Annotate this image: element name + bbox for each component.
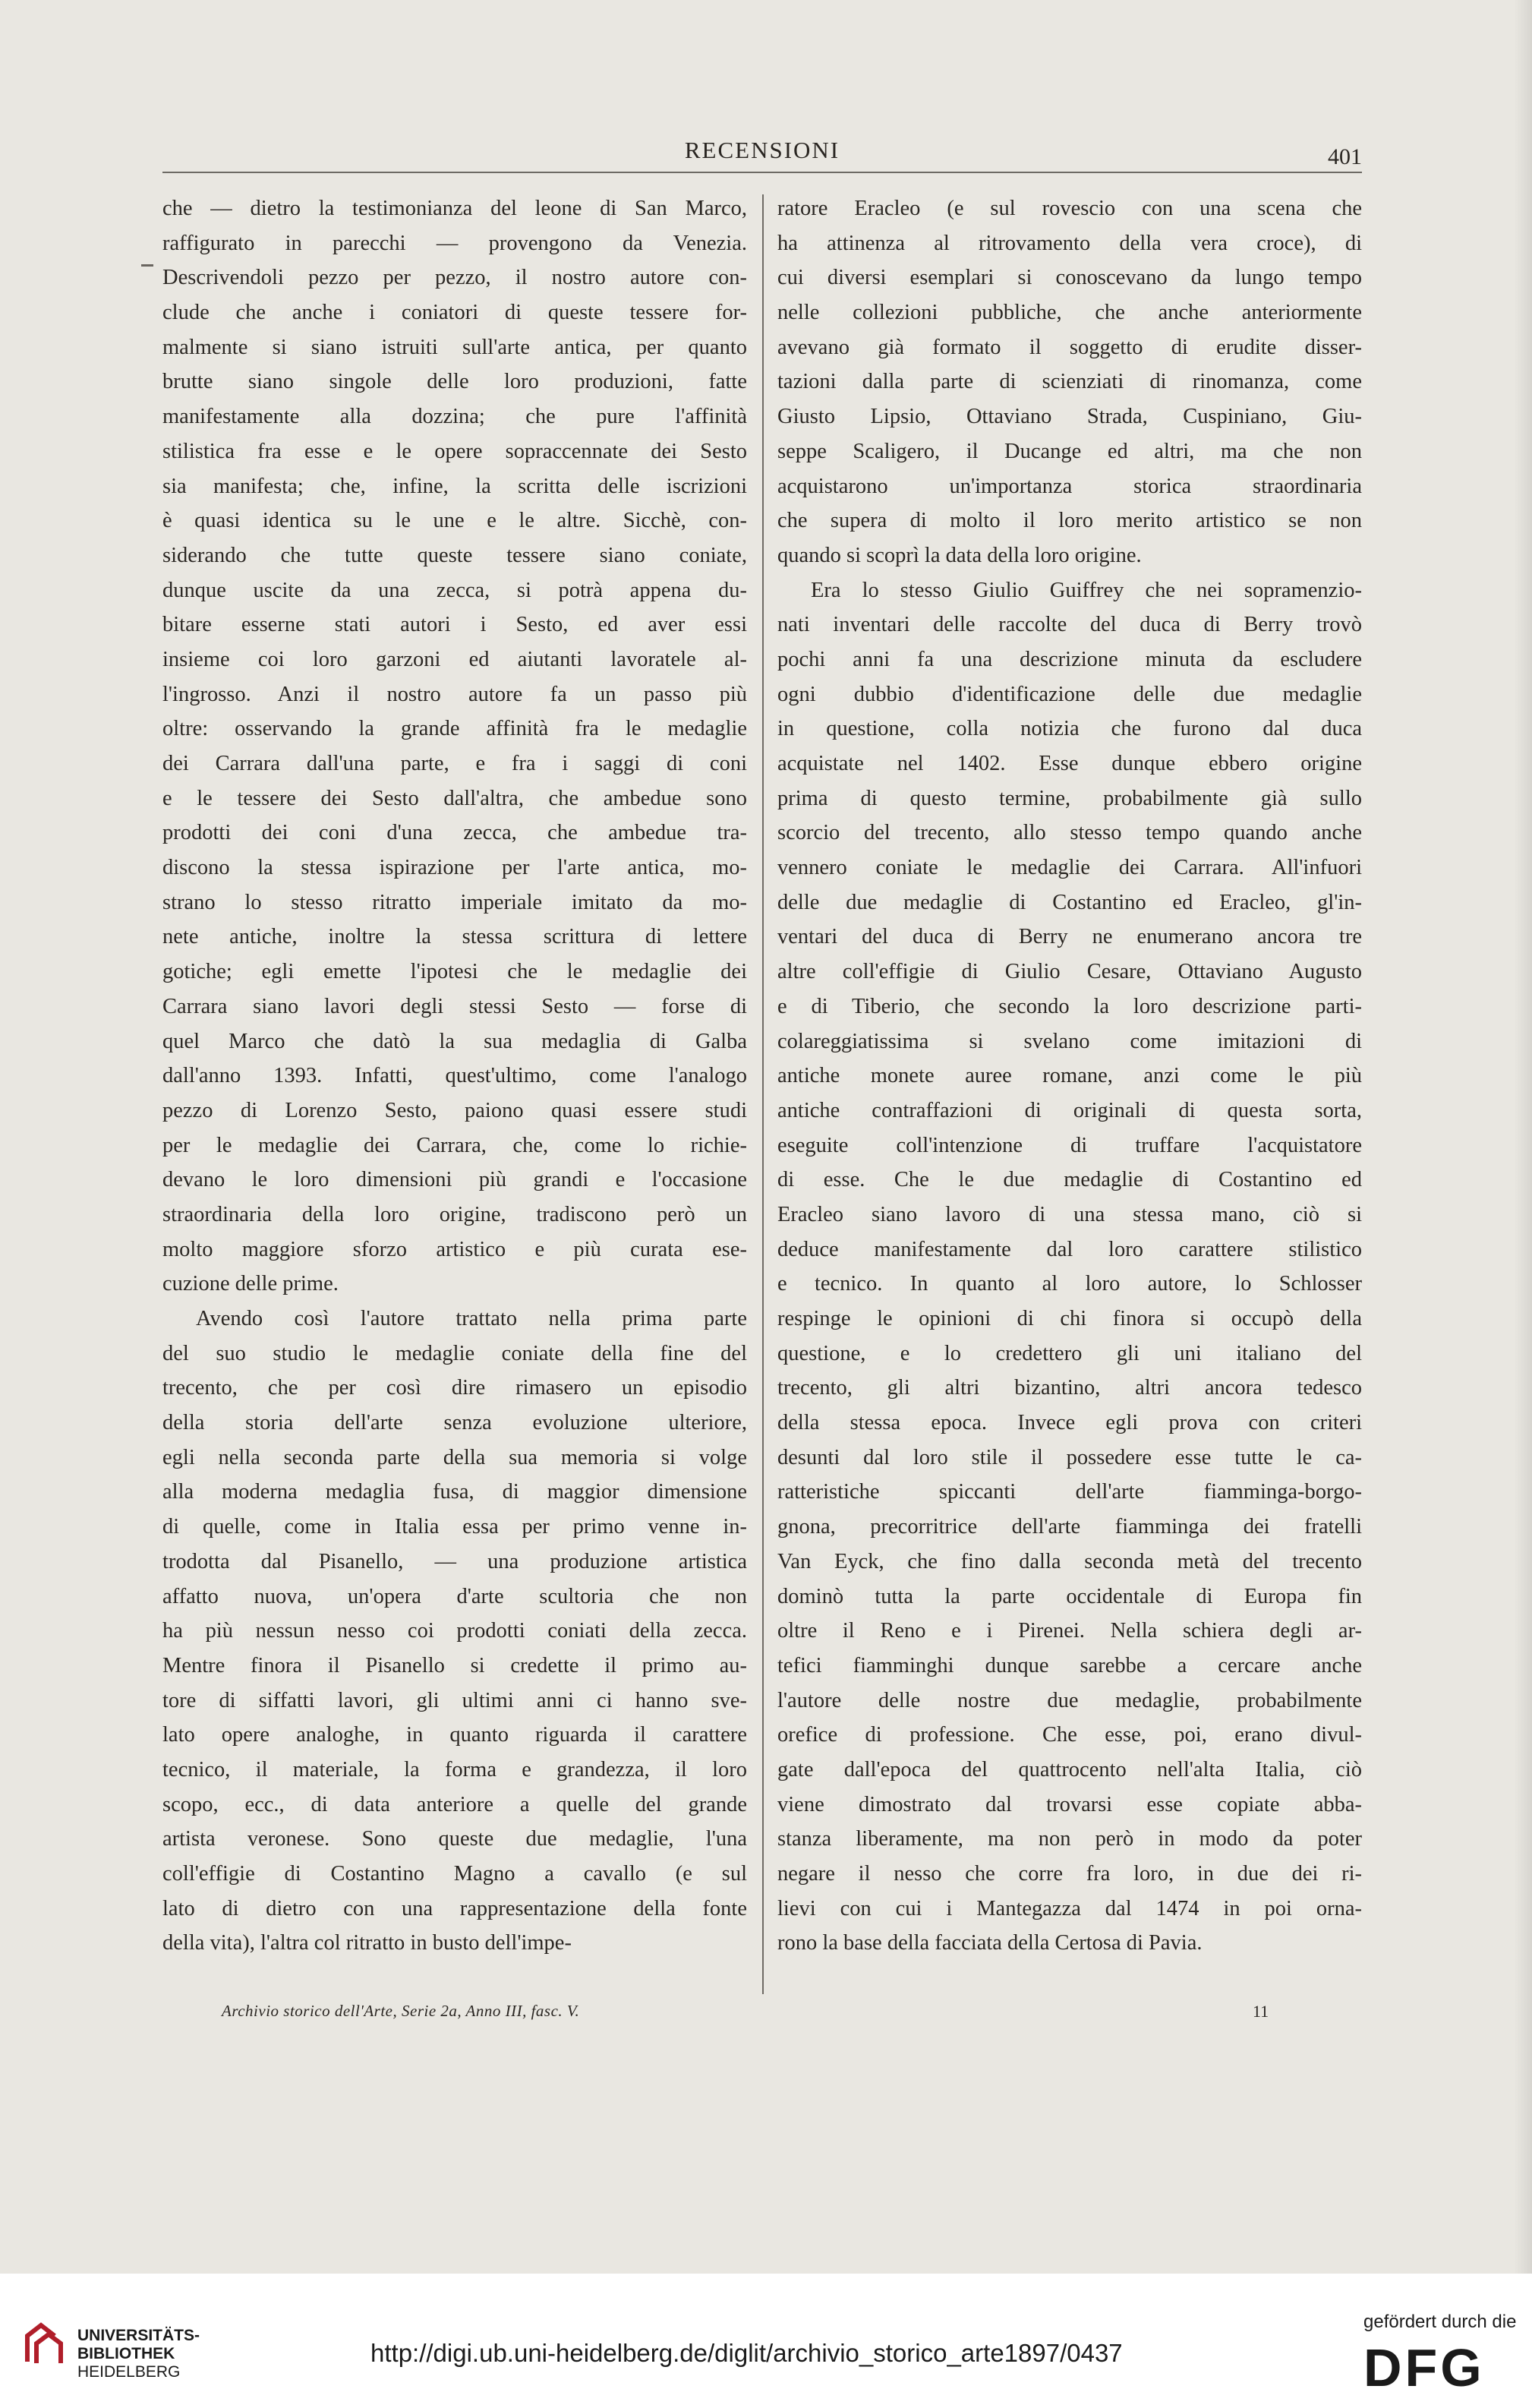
- text-line: Descrivendoli pezzo per pezzo, il nostro autore con-: [162, 266, 747, 290]
- text-line: dei Carrara dall'una parte, e fra i saggi di coni: [162, 752, 747, 775]
- text-line: negare il nesso che corre fra loro, in due dei ri-: [777, 1862, 1362, 1886]
- text-line: devano le loro dimensioni più grandi e l'occasione: [162, 1168, 747, 1192]
- text-line: e le tessere dei Sesto dall'altra, che ambedue sono: [162, 786, 747, 810]
- text-line: antiche contraffazioni di originali di questa sorta,: [777, 1098, 1362, 1122]
- text-line: colareggiatissima si svelano come imitazioni di: [777, 1029, 1362, 1053]
- text-line: è quasi identica su le une e le altre. Sicchè, con-: [162, 509, 747, 533]
- text-line: pochi anni fa una descrizione minuta da escludere: [777, 647, 1362, 671]
- text-line: ventari del duca di Berry ne enumerano ancora tre: [777, 925, 1362, 949]
- text-line: lato opere analoghe, in quanto riguarda il carattere: [162, 1723, 747, 1747]
- text-line: lato di dietro con una rappresentazione della fonte: [162, 1896, 747, 1920]
- text-line: respinge le opinioni di chi finora si occupò della: [777, 1307, 1362, 1330]
- text-line: trodotta dal Pisanello, — una produzione artistica: [162, 1549, 747, 1573]
- text-line: siderando che tutte queste tessere siano coniate,: [162, 543, 747, 567]
- text-line: in questione, colla notizia che furono dal duca: [777, 717, 1362, 741]
- text-line: stanza liberamente, ma non però in modo da poter: [777, 1827, 1362, 1851]
- text-line: vennero coniate le medaglie dei Carrara. All'infuori: [777, 856, 1362, 880]
- text-line: della vita), l'altra col ritratto in busto dell'impe-: [162, 1931, 572, 1955]
- text-line: raffigurato in parecchi — provengono da Venezia.: [162, 231, 747, 255]
- text-line: brutte siano singole delle loro produzioni, fatte: [162, 370, 747, 394]
- text-line: delle due medaglie di Costantino ed Eracleo, gl'in-: [777, 890, 1362, 914]
- text-line: Avendo così l'autore trattato nella prima parte: [196, 1307, 747, 1330]
- text-line: ratteristiche spiccanti dell'arte fiamminga-borgo-: [777, 1480, 1362, 1504]
- text-line: tefici fiamminghi dunque sarebbe a cercare anche: [777, 1653, 1362, 1677]
- text-line: clude che anche i coniatori di queste tessere for-: [162, 301, 747, 325]
- text-line: acquistarono un'importanza storica straordinaria: [777, 474, 1362, 498]
- text-line: straordinaria della loro origine, tradiscono però un: [162, 1202, 747, 1226]
- text-line: bitare esserne stati autori i Sesto, ed aver essi: [162, 613, 747, 637]
- text-line: stilistica fra esse e le opere sopraccennate dei Sesto: [162, 439, 747, 463]
- text-line: cui diversi esemplari si conoscevano da lungo tempo: [777, 266, 1362, 290]
- text-line: molto maggiore sforzo artistico e più curata ese-: [162, 1237, 747, 1261]
- signature-mark: 11: [1253, 2002, 1269, 2021]
- text-line: ogni dubbio d'identificazione delle due medaglie: [777, 682, 1362, 706]
- text-line: deduce manifestamente dal loro carattere stilistico: [777, 1237, 1362, 1261]
- text-line: Van Eyck, che fino dalla seconda metà del trecento: [777, 1549, 1362, 1573]
- text-line: questione, e lo credettero gli uni italiano del: [777, 1341, 1362, 1365]
- text-line: dominò tutta la parte occidentale di Europa fin: [777, 1584, 1362, 1608]
- text-line: della stessa epoca. Invece egli prova con criteri: [777, 1411, 1362, 1435]
- text-line: seppe Scaligero, il Ducange ed altri, ma che non: [777, 439, 1362, 463]
- text-line: manifestamente alla dozzina; che pure l'affinità: [162, 405, 747, 429]
- journal-citation: Archivio storico dell'Arte, Serie 2a, Anno III, fasc. V.: [222, 2002, 580, 2020]
- text-line: scorcio del trecento, allo stesso tempo quando anche: [777, 821, 1362, 845]
- left-text-column: [162, 191, 747, 1961]
- text-line: e tecnico. In quanto al loro autore, lo Schlosser: [777, 1272, 1362, 1296]
- text-line: avevano già formato il soggetto di erudite disser-: [777, 335, 1362, 359]
- text-line: del suo studio le medaglie coniate della fine del: [162, 1341, 747, 1365]
- text-line: gnona, precorritrice dell'arte fiamminga dei fratelli: [777, 1515, 1362, 1539]
- library-logo-icon: [20, 2319, 67, 2368]
- text-line: quel Marco che datò la sua medaglia di Galba: [162, 1029, 747, 1053]
- funded-by-label: gefördert durch die: [1363, 2312, 1517, 2332]
- text-line: prodotti dei coni d'una zecca, che ambedue tra-: [162, 821, 747, 845]
- right-text-column: [777, 191, 1362, 1961]
- text-line: che supera di molto il loro merito artistico se non: [777, 509, 1362, 533]
- dfg-logo-icon: [1363, 2342, 1512, 2391]
- text-line: dunque uscite da una zecca, si potrà appena du-: [162, 578, 747, 602]
- text-line: strano lo stesso ritratto imperiale imitato da mo-: [162, 890, 747, 914]
- text-line: prima di questo termine, probabilmente già sullo: [777, 786, 1362, 810]
- text-line: rono la base della facciata della Certosa di Pavia.: [777, 1931, 1203, 1955]
- text-line: nati inventari delle raccolte del duca di Berry trovò: [777, 613, 1362, 637]
- text-line: oltre il Reno e i Pirenei. Nella schiera degli ar-: [777, 1619, 1362, 1643]
- text-line: ratore Eracleo (e sul rovescio con una scena che: [777, 197, 1362, 220]
- text-line: malmente si siano istruiti sull'arte antica, per quanto: [162, 335, 747, 359]
- library-name-line1: UNIVERSITÄTS-: [77, 2327, 200, 2344]
- text-line: di quelle, come in Italia essa per primo venne in-: [162, 1515, 747, 1539]
- text-line: per le medaglie dei Carrara, che, come lo richie-: [162, 1133, 747, 1157]
- text-line: Eracleo siano lavoro di una stessa mano, ciò si: [777, 1202, 1362, 1226]
- text-line: Carrara siano lavori degli stessi Sesto — forse di: [162, 994, 747, 1018]
- text-line: dall'anno 1393. Infatti, quest'ultimo, come l'analogo: [162, 1064, 747, 1088]
- margin-mark: [141, 264, 153, 267]
- text-line: coll'effigie di Costantino Magno a cavallo (e sul: [162, 1862, 747, 1886]
- text-line: nete antiche, inoltre la stessa scrittura di lettere: [162, 925, 747, 949]
- text-line: che — dietro la testimonianza del leone di San Marco,: [162, 197, 747, 220]
- text-line: discono la stessa ispirazione per l'arte antica, mo-: [162, 856, 747, 880]
- dfg-logo-text: DFG: [1363, 2342, 1485, 2391]
- text-line: egli nella seconda parte della sua memoria si volge: [162, 1445, 747, 1469]
- running-title: RECENSIONI: [684, 137, 840, 163]
- permalink-url[interactable]: http://digi.ub.uni-heidelberg.de/diglit/archivio_storico_arte1897/0437: [370, 2339, 1123, 2367]
- column-divider: [762, 194, 764, 1994]
- text-line: affatto nuova, un'opera d'arte scultoria che non: [162, 1584, 747, 1608]
- text-line: ha più nessun nesso coi prodotti coniati della zecca.: [162, 1619, 747, 1643]
- text-line: tecnico, il materiale, la forma e grandezza, il loro: [162, 1757, 747, 1782]
- text-line: della storia dell'arte senza evoluzione ulteriore,: [162, 1411, 747, 1435]
- text-line: gotiche; egli emette l'ipotesi che le medaglie dei: [162, 960, 747, 984]
- text-line: Mentre finora il Pisanello si credette il primo au-: [162, 1653, 747, 1677]
- text-line: desunti dal loro stile il possedere esse tutte le ca-: [777, 1445, 1362, 1469]
- text-line: artista veronese. Sono queste due medaglie, l'una: [162, 1827, 747, 1851]
- text-line: altre coll'effigie di Giulio Cesare, Ottaviano Augusto: [777, 960, 1362, 984]
- library-name-line3: HEIDELBERG: [77, 2363, 181, 2381]
- text-line: di esse. Che le due medaglie di Costantino ed: [777, 1168, 1362, 1192]
- text-line: gate dall'epoca del quattrocento nell'alta Italia, ciò: [777, 1757, 1362, 1782]
- text-line: oltre: osservando la grande affinità fra le medaglie: [162, 717, 747, 741]
- text-line: orefice di professione. Che esse, poi, erano divul-: [777, 1723, 1362, 1747]
- digitization-footer: [0, 2274, 1532, 2408]
- text-line: tore di siffatti lavori, gli ultimi anni ci hanno sve-: [162, 1688, 747, 1712]
- text-line: alla moderna medaglia fusa, di maggior dimensione: [162, 1480, 747, 1504]
- text-line: l'ingrosso. Anzi il nostro autore fa un passo più: [162, 682, 747, 706]
- text-line: Era lo stesso Giulio Guiffrey che nei sopramenzio-: [811, 578, 1362, 602]
- text-line: sia manifesta; che, infine, la scritta delle iscrizioni: [162, 474, 747, 498]
- text-line: ha attinenza al ritrovamento della vera croce), di: [777, 231, 1362, 255]
- text-line: Giusto Lipsio, Ottaviano Strada, Cuspiniano, Giu-: [777, 405, 1362, 429]
- running-header: [162, 134, 1362, 173]
- text-line: cuzione delle prime.: [162, 1272, 339, 1296]
- text-line: pezzo di Lorenzo Sesto, paiono quasi essere studi: [162, 1098, 747, 1122]
- page-number: 401: [1328, 144, 1362, 169]
- text-line: scopo, ecc., di data anteriore a quelle del grande: [162, 1792, 747, 1816]
- text-line: nelle collezioni pubbliche, che anche anteriormente: [777, 301, 1362, 325]
- text-line: l'autore delle nostre due medaglie, probabilmente: [777, 1688, 1362, 1712]
- text-line: viene dimostrato dal trovarsi esse copiate abba-: [777, 1792, 1362, 1816]
- text-line: insieme coi loro garzoni ed aiutanti lavoratele al-: [162, 647, 747, 671]
- text-line: tazioni dalla parte di scienziati di rinomanza, come: [777, 370, 1362, 394]
- library-name-line2: BIBLIOTHEK: [77, 2345, 175, 2362]
- library-name: [77, 2327, 200, 2381]
- text-line: quando si scoprì la data della loro origine.: [777, 543, 1142, 567]
- text-line: lievi con cui i Mantegazza dal 1474 in poi orna-: [777, 1896, 1362, 1920]
- text-line: acquistate nel 1402. Esse dunque ebbero origine: [777, 752, 1362, 775]
- text-line: eseguite coll'intenzione di truffare l'acquistatore: [777, 1133, 1362, 1157]
- text-line: e di Tiberio, che secondo la loro descrizione parti-: [777, 994, 1362, 1018]
- text-line: trecento, che per così dire rimasero un episodio: [162, 1376, 747, 1400]
- text-line: trecento, gli altri bizantino, altri ancora tedesco: [777, 1376, 1362, 1400]
- text-line: antiche monete auree romane, anzi come le più: [777, 1064, 1362, 1088]
